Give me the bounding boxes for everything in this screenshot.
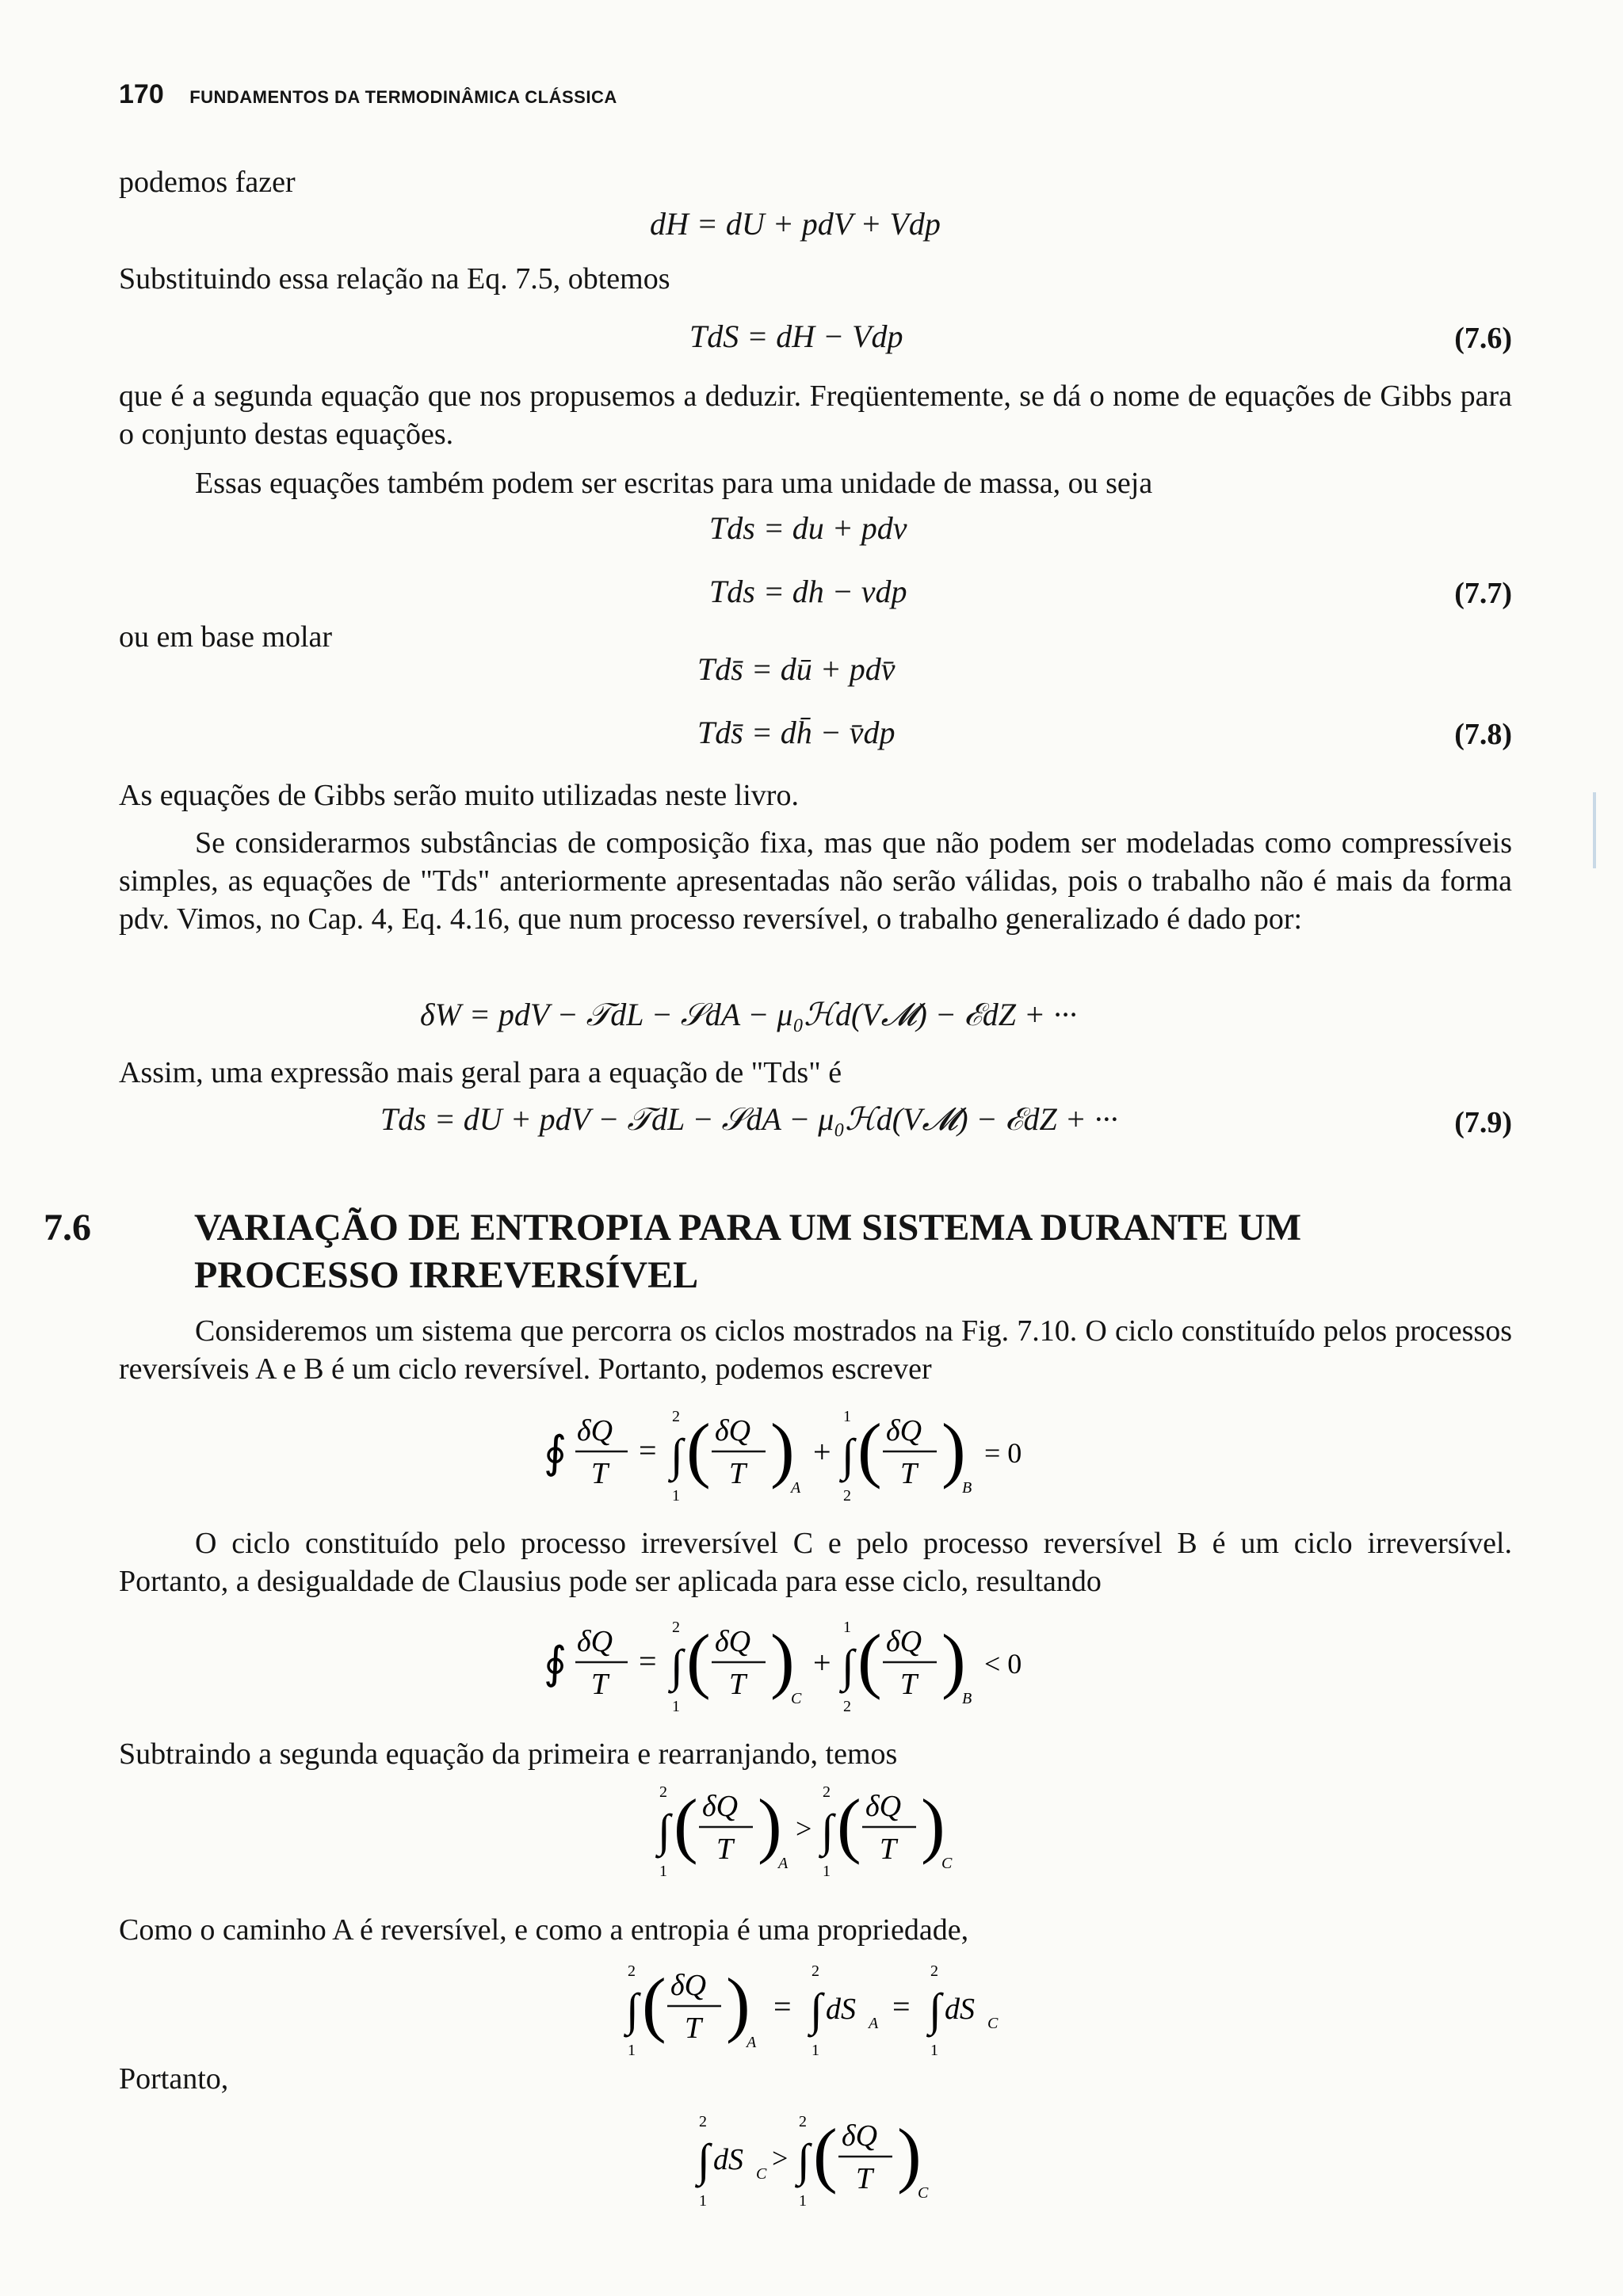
subscript-A: A [747,2034,757,2051]
running-head [119,79,617,110]
subscript-C: C [918,2184,929,2202]
paragraph-ciclo-irreversivel: O ciclo constituído pelo processo irreversível C e pelo processo reversível B é um ciclo irreversível. Portanto, a desigualdade de Clausius pode ser aplicada para esse ciclo, resultando [119,1527,1512,1598]
right-paren: ) [758,1784,782,1865]
running-title: FUNDAMENTOS DA TERMODINÂMICA CLÁSSICA [189,87,617,107]
left-paren: ( [674,1784,698,1865]
paragraph-subtraindo: Subtraindo a segunda equação da primeira e rearranjando, temos [119,1737,898,1771]
subscript-C: C [941,1855,953,1872]
left-paren: ( [857,1409,882,1489]
subscript-C: C [791,1690,802,1707]
lower-limit: 1 [823,1863,831,1880]
left-paren: ( [857,1619,882,1700]
lower-limit: 2 [843,1487,851,1505]
lower-limit: 1 [930,2042,938,2059]
equation-entropia-irreversivel [689,2107,975,2218]
equation-entropia-propriedade [618,1957,1062,2068]
integral-symbol: ∫ [842,1640,854,1691]
fraction-numerator: δQ [886,1625,922,1658]
paragraph-gibbs-utilizadas: As equações de Gibbs serão muito utilizadas neste livro. [119,779,799,812]
right-paren: ) [770,1409,795,1489]
lower-limit: 1 [812,2042,819,2059]
equation-desigualdade-A-C [650,1778,999,1889]
equals-sign: = [892,1989,911,2024]
integral-symbol: ∫ [697,2134,710,2186]
fraction-denominator: T [900,1457,918,1490]
paragraph-expressao-geral: Assim, uma expressão mais geral para a equação de "Tds" é [119,1056,842,1089]
integral-symbol: ∫ [929,1984,941,2035]
upper-limit: 1 [843,1408,851,1425]
paragraph-base-molar: ou em base molar [119,620,333,654]
cyclic-integral-symbol: ∮ [544,1639,567,1688]
upper-limit: 2 [823,1783,831,1801]
entropy-differential-A: dS [826,1993,856,2026]
fraction-numerator: δQ [577,1414,613,1447]
paragraph-substituindo: Substituindo essa relação na Eq. 7.5, obtemos [119,262,670,296]
paragraph-composicao-fixa: Se considerarmos substâncias de composição fixa, mas que não podem ser modeladas como compressíveis simples, as equações de "Tds" anteriormente apresentadas não serão válidas, pois o trabalho não é mais da forma pdv. Vimos, no Cap. 4, Eq. 4.16, que num processo reversível, o trabalho generalizado é dado por: [119,826,1512,936]
integral-symbol: ∫ [821,1805,834,1856]
integral-symbol: ∫ [670,1429,683,1481]
section-number: 7.6 [44,1207,91,1249]
fraction-denominator: T [716,1833,734,1866]
equation-trabalho-generalizado: δW = pdV − 𝒯dL − 𝒮dA − μ₀ℋd(V𝓜) − ℰdZ + ··· [420,997,1077,1032]
fraction-numerator: δQ [715,1625,751,1658]
lower-limit: 1 [699,2192,707,2210]
paragraph-segunda-equacao: que é a segunda equação que nos propusemos a deduzir. Freqüentemente, se dá o nome de equações de Gibbs para o conjunto destas equações. [119,379,1512,451]
upper-limit: 2 [672,1408,680,1425]
lower-limit: 1 [799,2192,807,2210]
right-paren: ) [897,2114,922,2195]
paragraph-podemos-fazer: podemos fazer [119,166,296,199]
section-title: VARIAÇÃO DE ENTROPIA PARA UM SISTEMA DURANTE UM PROCESSO IRREVERSÍVEL [194,1207,1302,1296]
lower-limit: 1 [659,1863,667,1880]
equation-7-7b: Tds = dh − vdp [709,574,907,609]
upper-limit: 2 [799,2113,807,2130]
fraction-numerator: δQ [577,1625,613,1658]
integral-symbol: ∫ [626,1984,639,2035]
paragraph-consideremos: Consideremos um sistema que percorra os ciclos mostrados na Fig. 7.10. O ciclo constituído pelos processos reversíveis A e B é um ciclo reversível. Portanto, podemos escrever [119,1314,1512,1386]
entropy-differential-C: dS [945,1993,975,2026]
upper-limit: 2 [659,1783,667,1801]
right-paren: ) [941,1619,966,1700]
entropy-differential-C: dS [713,2143,743,2176]
greater-than-sign: > [796,1813,812,1844]
equation-7-7a: Tds = du + pdv [709,510,907,546]
fraction-denominator: T [591,1668,609,1701]
lower-limit: 2 [843,1698,851,1715]
subscript-B: B [962,1690,972,1707]
lower-limit: 1 [628,2042,636,2059]
left-paren: ( [813,2114,838,2195]
equation-ciclo-irreversivel [539,1613,1094,1724]
fraction-numerator: δQ [842,2119,878,2153]
fraction-numerator: δQ [670,1969,707,2002]
integral-symbol: ∫ [810,1984,823,2035]
page-number: 170 [119,79,164,109]
scan-margin-mark [1593,792,1596,868]
fraction-denominator: T [729,1668,747,1701]
upper-limit: 2 [628,1962,636,1980]
fraction-denominator: T [856,2162,873,2195]
subscript-A: A [791,1479,801,1497]
fraction-numerator: δQ [886,1414,922,1447]
equation-number-7-8: (7.8) [1454,718,1512,751]
equation-number-7-7: (7.7) [1454,577,1512,610]
paragraph-portanto: Portanto, [119,2062,229,2096]
upper-limit: 2 [930,1962,938,1980]
equation-7-8b: Tds̄ = dh̄ − v̄dp [697,715,896,750]
right-paren: ) [726,1963,750,2044]
equation-7-9: Tds = dU + pdV − 𝒯dL − 𝒮dA − μ₀ℋd(V𝓜) − ℰdZ + ··· [380,1101,1118,1137]
equals-sign: = [639,1643,657,1679]
subscript-A: A [869,2015,879,2032]
right-paren: ) [941,1409,966,1489]
equation-number-7-6: (7.6) [1454,322,1512,355]
plus-sign: + [813,1434,831,1470]
cyclic-integral-symbol: ∮ [544,1428,567,1478]
equals-zero: = 0 [984,1437,1022,1469]
upper-limit: 2 [812,1962,819,1980]
equation-7-6: TdS = dH − Vdp [689,318,903,354]
equation-7-8a: Tds̄ = dū + pdv̄ [697,651,896,687]
fraction-denominator: T [591,1457,609,1490]
equals-sign: = [639,1432,657,1468]
fraction-denominator: T [900,1668,918,1701]
greater-than-sign: > [772,2142,789,2174]
subscript-B: B [962,1479,972,1497]
less-than-zero: < 0 [984,1648,1022,1680]
subscript-C: C [987,2015,999,2032]
fraction-denominator: T [685,2012,702,2045]
right-paren: ) [770,1619,795,1700]
subscript-A: A [778,1855,789,1872]
subscript-C: C [756,2165,767,2183]
right-paren: ) [921,1784,945,1865]
paragraph-caminho-A: Como o caminho A é reversível, e como a entropia é uma propriedade, [119,1913,969,1947]
upper-limit: 1 [843,1619,851,1636]
fraction-numerator: δQ [702,1790,739,1823]
fraction-denominator: T [729,1457,747,1490]
fraction-numerator: δQ [865,1790,902,1823]
plus-sign: + [813,1645,831,1680]
lower-limit: 1 [672,1487,680,1505]
left-paren: ( [837,1784,861,1865]
fraction-numerator: δQ [715,1414,751,1447]
left-paren: ( [642,1963,666,2044]
upper-limit: 2 [699,2113,707,2130]
integral-symbol: ∫ [797,2134,810,2186]
paragraph-unidade-massa: Essas equações também podem ser escritas para uma unidade de massa, ou seja [195,467,1153,500]
left-paren: ( [686,1619,711,1700]
left-paren: ( [686,1409,711,1489]
upper-limit: 2 [672,1619,680,1636]
fraction-denominator: T [880,1833,897,1866]
equation-number-7-9: (7.9) [1454,1106,1512,1139]
lower-limit: 1 [672,1698,680,1715]
equation-dH: dH = dU + pdV + Vdp [650,206,941,242]
integral-symbol: ∫ [658,1805,670,1856]
section-heading [44,1204,1514,1299]
equation-ciclo-reversivel [539,1402,1094,1513]
equals-sign: = [773,1989,792,2024]
integral-symbol: ∫ [670,1640,683,1691]
integral-symbol: ∫ [842,1429,854,1481]
